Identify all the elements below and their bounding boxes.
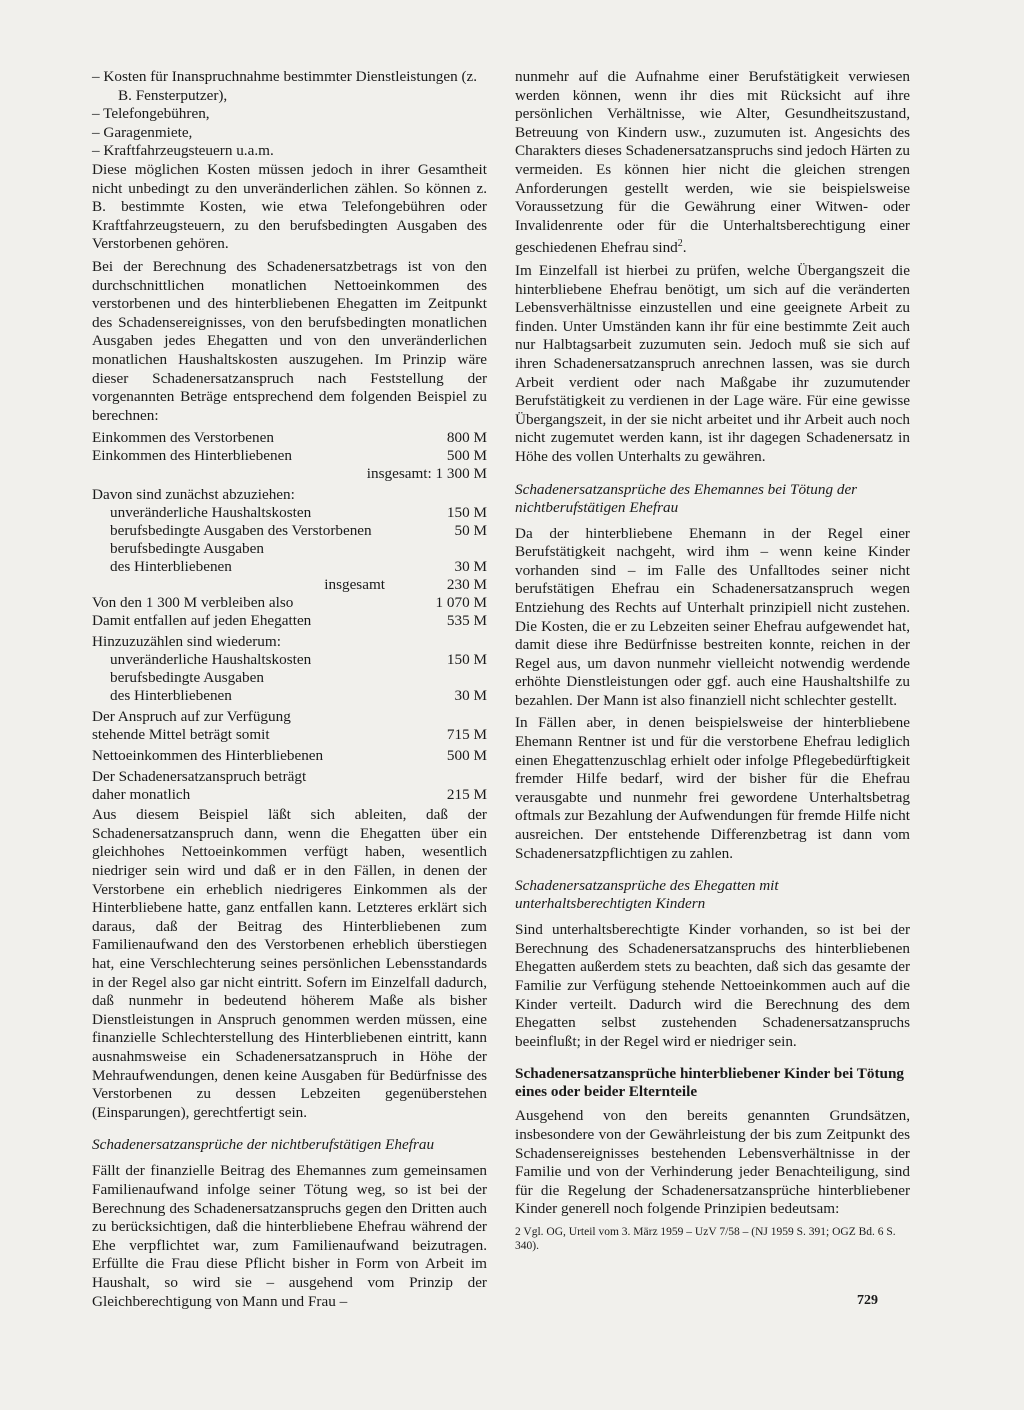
table-row <box>92 429 487 447</box>
row-label: Einkommen des Verstorbenen <box>92 429 274 447</box>
table-row <box>92 669 487 687</box>
paragraph: Im Einzelfall ist hierbei zu prüfen, welche Übergangszeit die hinterbliebene Ehefrau benötigt, um sich auf die veränderten Lebensverhältnisse einzustellen und eine geeignete Arbeit zu finden. Unter Umständen kann ihr für eine bestimmte Zeit auch nur Halbtagsarbeit zuzumuten sein. Jedoch muß sie sich auf ihren Schadenersatzanspruch anrechnen lassen, was sie durch Arbeit verdient oder nach Maßgabe ihr zuzumutender Berufstätigkeit zu verdienen in der Lage wäre. Für eine gewisse Übergangszeit, in der sie nicht arbeitet und ihr Arbeit auch noch nicht zugemutet werden kann, ist ihr dagegen Schadenersatz in Höhe des vollen Unterhalts zu gewähren. <box>515 262 910 465</box>
row-amount: 50 M <box>454 522 487 540</box>
section-heading-bold: Schadenersatzansprüche hinterbliebener Kinder bei Tötung eines oder beider Elternteile <box>515 1065 905 1101</box>
table-row <box>92 744 487 765</box>
row-amount: 800 M <box>446 429 487 447</box>
paragraph: Da der hinterbliebene Ehemann in der Regel einer Berufstätigkeit nachgeht, wird ihm – wenn keine Kinder vorhanden sind – im Falle des Unfalltodes seiner nicht berufstätigen Ehefrau ein Schadenersatzanspruch wegen Entziehung des Rechts auf Unterhalt prinzipiell nicht zustehen. Die Kosten, die er zu Lebzeiten seiner Ehefrau aufgewendet hat, damit diese ihre Bedürfnisse bestreiten konnte, reichen in der Regel aus, um davon nunmehr vielleicht notwendig werdende erhöhte Dienstleistungen oder ggf. auch eine Haushaltshilfe zu bezahlen. Der Mann ist also finanziell nicht schlechter gestellt. <box>515 524 910 709</box>
paragraph: Diese möglichen Kosten müssen jedoch in ihrer Gesamtheit nicht unbedingt zu den unveränderlichen zählen. So können z. B. bestimmte Kosten, wie etwa Telefongebühren oder Kraftfahrzeugsteuern, zu den berufsbedingten Ausgaben des Verstorbenen gehören. <box>92 160 487 253</box>
row-label: Der Anspruch auf zur Verfügung <box>92 708 291 726</box>
paragraph: Aus diesem Beispiel läßt sich ableiten, daß der Schadenersatzanspruch dann, wenn die Ehegatten über ein gleichhohes Nettoeinkommen verfügt haben, wesentlich niedriger sein wird und daß er in den Fällen, in denen der Verstorbene ein erheblich niedrigeres Einkommen als der Hinterbliebene hatte, ganz entfallen kann. Letzteres erklärt sich daraus, daß der Beitrag des Hinterbliebenen zum Familienaufwand den des Verstorbenen erheblich überstiegen hat, eine Verschlechterung seines persönlichen Lebensstandards in der Regel also gar nicht eintritt. Sofern im Einzelfall dadurch, daß nunmehr in bedeutend höherem Maße als bisher Dienstleistungen in Anspruch genommen werden müssen, eine finanzielle Schlechterstellung des Hinterbliebenen eintritt, kann ausnahmsweise ein Schadenersatzanspruch in Höhe der Mehraufwendungen, denen keine Ausgaben für Bedürfnisse des Verstorbenen zu dessen Lebzeiten gegenüberstehen (Einsparungen), gerechtfertigt sein. <box>92 806 487 1121</box>
row-label: des Hinterbliebenen <box>110 687 232 705</box>
right-column <box>515 68 910 1253</box>
row-label: daher monatlich <box>92 786 191 804</box>
page-number: 729 <box>857 1293 878 1308</box>
row-amount: 30 M <box>454 558 487 576</box>
table-row <box>92 522 487 540</box>
row-amount: 230 M <box>446 576 487 594</box>
paragraph <box>515 68 910 258</box>
table-row <box>92 786 487 804</box>
table-row <box>92 558 487 576</box>
row-label: Hinzuzuzählen sind wiederum: <box>92 633 281 651</box>
paragraph: Ausgehend von den bereits genannten Grundsätzen, insbesondere von der Gewährleistung der bis zum Zeitpunkt des Schadensereignisses bestehenden Lebensverhältnisse in der Familie und von der Verhinderung jeder Benachteiligung, sind für die Regelung der Schadenersatzansprüche hinterbliebener Kinder generell noch folgende Prinzipien bedeutsam: <box>515 1107 910 1218</box>
row-amount: 150 M <box>446 504 487 522</box>
table-row <box>92 447 487 465</box>
paragraph: Bei der Berechnung des Schadenersatzbetrags ist von den durchschnittlichen monatlichen Nettoeinkommen des verstorbenen und des hinterbliebenen Ehegatten im Zeitpunkt des Schadensereignisses, von den berufsbedingten monatlichen Ausgaben jedes Ehegatten und von den unveränderlichen monatlichen Haushaltskosten auszugehen. Im Prinzip wäre dieser Schadenersatzanspruch nach Feststellung der vorgenannten Beträge entsprechend dem folgenden Beispiel zu berechnen: <box>92 257 487 424</box>
section-heading: Schadenersatzansprüche des Ehemannes bei Tötung der nichtberufstätigen Ehefrau <box>515 480 858 516</box>
footnote: 2 Vgl. OG, Urteil vom 3. März 1959 – UzV 7/58 – (NJ 1959 S. 391; OGZ Bd. 6 S. 340). <box>515 1225 896 1252</box>
row-amount: 500 M <box>446 447 487 465</box>
left-column <box>92 68 487 1315</box>
row-label: Der Schadenersatzanspruch beträgt <box>92 768 307 786</box>
paragraph: Sind unterhaltsberechtigte Kinder vorhanden, so ist bei der Berechnung des Schadenersatzanspruchs des hinterbliebenen Ehegatten außerdem stets zu beachten, daß sich das gesamte der Familie zur Verfügung stehende Nettoeinkommen auch auf die Kinder verteilt. Dadurch wird die Berechnung des dem Ehegatten selbst zustehenden Schadenersatzanspruchs beeinflußt; in der Regel wird er niedriger sein. <box>515 921 910 1050</box>
list-item: – Kosten für Inanspruchnahme bestimmter Dienstleistungen (z. B. Fensterputzer), <box>92 68 478 104</box>
table-row <box>92 483 487 504</box>
table-row <box>92 765 487 786</box>
list-item: – Telefongebühren, <box>92 105 210 123</box>
list-item: – Garagenmiete, <box>92 123 193 141</box>
row-amount: 1 070 M <box>435 594 487 612</box>
row-label: Nettoeinkommen des Hinterbliebenen <box>92 747 324 765</box>
row-label: berufsbedingte Ausgaben <box>110 669 264 687</box>
paragraph: Fällt der finanzielle Beitrag des Ehemannes zum gemeinsamen Familienaufwand infolge seiner Tötung weg, so ist bei der Berechnung des Schadenersatzanspruchs gegen den Dritten auch zu berücksichtigen, daß die hinterbliebene Ehefrau während der Ehe verpflichtet war, zum Familienaufwand beizutragen. Erfüllte die Frau diese Pflicht bisher in Form von Arbeit im Haushalt, so wird sie – ausgehend vom Prinzip der Gleichberechtigung von Mann und Frau – <box>92 1162 487 1310</box>
table-row <box>92 612 487 630</box>
paragraph-end: . <box>682 239 687 257</box>
row-label: Von den 1 300 M verbleiben also <box>92 594 294 612</box>
row-label: unveränderliche Haushaltskosten <box>110 504 312 522</box>
table-row <box>92 576 487 594</box>
row-amount: 30 M <box>454 687 487 705</box>
footnote-ref: 2 <box>677 238 683 250</box>
row-label: des Hinterbliebenen <box>110 558 232 576</box>
row-label: stehende Mittel beträgt somit <box>92 726 270 744</box>
table-row <box>92 687 487 705</box>
row-label: berufsbedingte Ausgaben des Verstorbenen <box>110 522 372 540</box>
table-row <box>92 630 487 651</box>
row-label: berufsbedingte Ausgaben <box>110 540 264 558</box>
paragraph: In Fällen aber, in denen beispielsweise der hinterbliebene Ehemann Rentner ist und für die verstorbene Ehefrau lediglich einen Ehegattenzuschlag erhielt oder infolge Pflegebedürftigkeit fremder Hilfe bedarf, wird der bisher für die Ehefrau verausgabte und nunmehr frei gewordene Unterhaltsbetrag oftmals zur Bezahlung der Aufwendungen für fremde Hilfe nicht ausreichen. Der entstehende Differenzbetrag ist dann vom Schadenersatzpflichtigen zu zahlen. <box>515 714 910 862</box>
section-heading: Schadenersatzansprüche der nichtberufstätigen Ehefrau <box>92 1136 435 1154</box>
table-row <box>92 540 487 558</box>
section-heading: Schadenersatzansprüche des Ehegatten mit unterhaltsberechtigten Kindern <box>515 877 779 913</box>
table-row <box>92 465 487 483</box>
row-amount: 715 M <box>446 726 487 744</box>
row-total: insgesamt: 1 300 M <box>366 465 487 483</box>
row-amount: 150 M <box>446 651 487 669</box>
paragraph-text: nunmehr auf die Aufnahme einer Berufstätigkeit verwiesen werden können, wenn ihr dies mit Rücksicht auf ihre persönlichen Verhältnisse, wie Alter, Gesundheitszustand, Betreuung von Kindern usw., zuzumuten ist. Angesichts des Charakters dieses Schadenersatzanspruchs sind jedoch Härten zu vermeiden. Es können hier nicht die gleichen strengen Anforderungen gestellt werden, wie sie beispielsweise Voraussetzung für die Gewährung einer Witwen- oder Invalidenrente oder für die Unterhaltsberechtigung einer geschiedenen Ehefrau sind <box>515 68 910 257</box>
table-row <box>92 726 487 744</box>
table-row <box>92 705 487 726</box>
calculation-table <box>92 429 487 804</box>
list-item: – Kraftfahrzeugsteuern u.a.m. <box>92 142 274 160</box>
cost-list <box>92 68 487 161</box>
table-row <box>92 594 487 612</box>
table-row <box>92 504 487 522</box>
row-amount: 500 M <box>446 747 487 765</box>
row-label: Davon sind zunächst abzuziehen: <box>92 486 295 504</box>
row-label: Damit entfallen auf jeden Ehegatten <box>92 612 312 630</box>
row-amount: 215 M <box>446 786 487 804</box>
row-amount: 535 M <box>446 612 487 630</box>
row-label: insgesamt <box>324 576 385 594</box>
row-label: Einkommen des Hinterbliebenen <box>92 447 292 465</box>
row-label: unveränderliche Haushaltskosten <box>110 651 312 669</box>
table-row <box>92 651 487 669</box>
